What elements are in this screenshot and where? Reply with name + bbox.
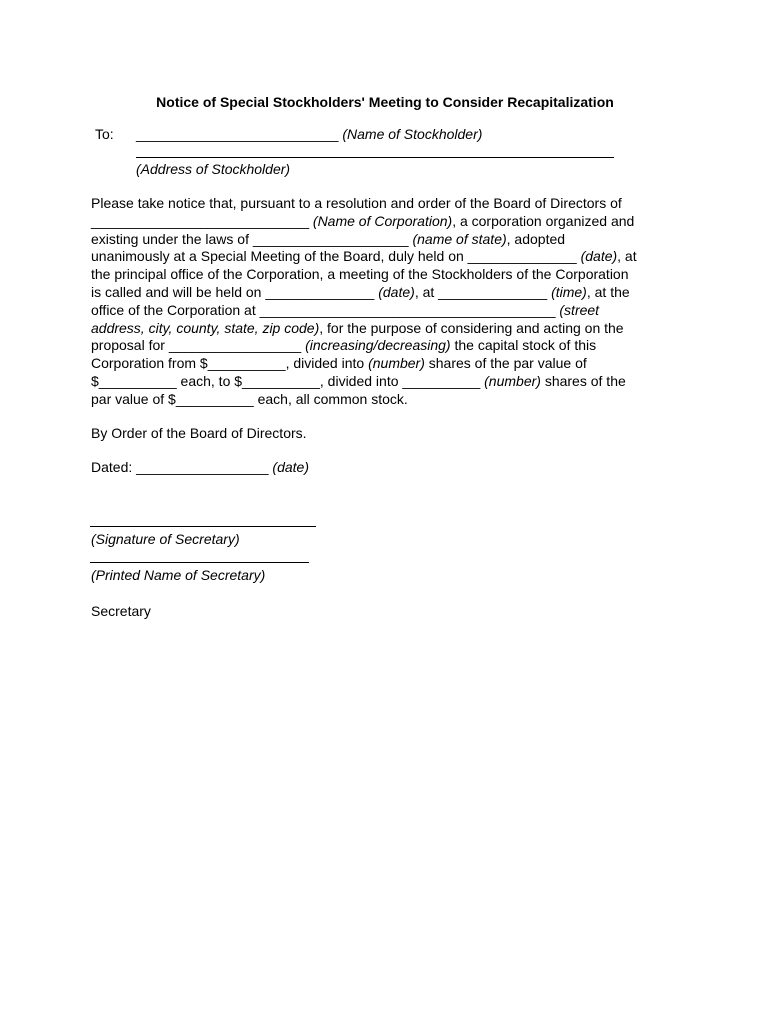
notice-hint: (time) [551,283,587,300]
to-line [136,125,482,143]
notice-hint: (date) [580,248,618,265]
stockholder-name-blank: __________________________ [136,126,339,142]
notice-line: Corporation from $__________, divided into [91,355,369,372]
notice-line: is called and will be held on ______________ [91,283,379,300]
secretary-title: Secretary [91,603,151,619]
notice-hint: address, city, county, state, zip code) [91,319,320,336]
notice-line: proposal for _________________ [91,337,306,354]
notice-paragraph [91,195,691,409]
to-label: To: [95,126,114,142]
notice-hint: (Name of Corporation) [312,212,453,229]
notice-hint: (number) [484,372,541,389]
notice-line: par value of $__________ each, all common stock. [91,390,408,407]
address-of-stockholder-hint [136,160,290,178]
signature-underline [90,526,316,527]
notice-line: existing under the laws of ____________________ [91,230,413,247]
address-hint-text: (Address of Stockholder) [136,161,291,177]
notice-hint: (date) [378,283,415,300]
signature-of-secretary-hint [91,530,240,548]
dated-hint: (date) [272,459,309,475]
notice-line: , for the purpose of considering and acting on the [319,319,624,336]
notice-line: ____________________________ [91,212,313,229]
notice-line: the capital stock of this [450,337,597,354]
notice-hint: (increasing/decreasing) [305,337,451,354]
printed-name-of-secretary-hint [91,566,265,584]
notice-line: , at the [586,283,630,300]
by-order-text: By Order of the Board of Directors. [91,425,307,441]
notice-hint: (number) [368,355,425,372]
notice-line: office of the Corporation at ______________________________________ [91,301,560,318]
notice-line: unanimously at a Special Meeting of the Board, duly held on ______________ [91,248,581,265]
notice-hint: (street [559,301,600,318]
notice-line: $__________ each, to $__________, divided into __________ [91,372,485,389]
notice-line: , at [617,248,637,265]
dated-label: Dated: _________________ [91,459,273,475]
notice-line: , a corporation organized and [452,212,635,229]
notice-line: , adopted [506,230,566,247]
notice-hint: (name of state) [412,230,507,247]
notice-line: shares of the [540,372,626,389]
dated-line [91,458,309,476]
printed-name-hint-text: (Printed Name of Secretary) [91,567,266,583]
notice-line: Please take notice that, pursuant to a resolution and order of the Board of Directors of [91,195,622,211]
address-underline [136,157,614,158]
notice-line: shares of the par value of [424,355,587,372]
signature-hint-text: (Signature of Secretary) [91,531,240,547]
notice-line: the principal office of the Corporation, a meeting of the Stockholders of the Corporation [91,266,629,283]
printed-name-underline [90,562,309,563]
name-of-stockholder-hint: (Name of Stockholder) [342,126,483,142]
notice-line: , at ______________ [414,283,552,300]
document-title: Notice of Special Stockholders' Meeting to Consider Recapitalization [156,94,614,110]
